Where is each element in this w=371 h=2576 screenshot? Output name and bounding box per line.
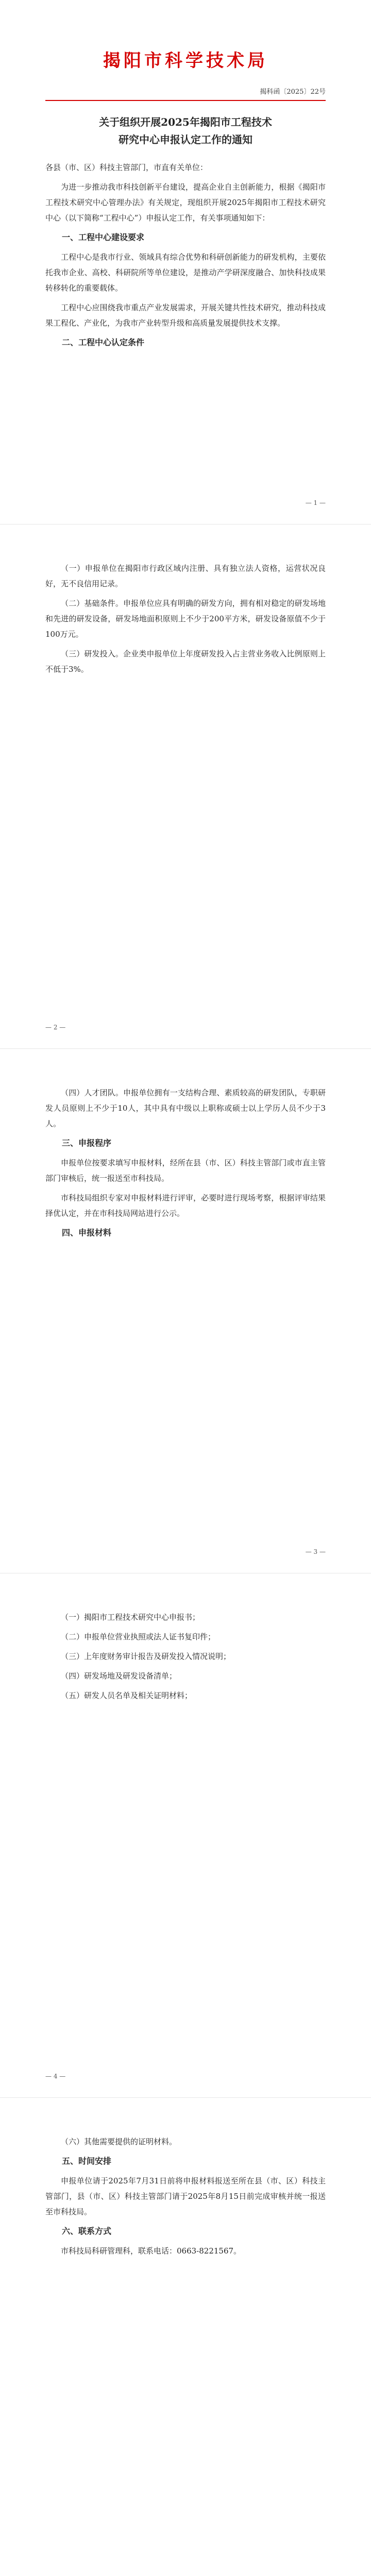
material-item: （六）其他需要提供的证明材料。 [61,2137,177,2146]
criteria-item: （二）基础条件。申报单位应具有明确的研发方向，拥有相对稳定的研发场地和先进的研发设备，研发场地面积原则上不少于200平方米，研发设备原值不少于100万元。 [45,599,326,639]
notice-title-line-1: 关于组织开展2025年揭阳市工程技术 [99,116,272,128]
section-3-paragraph-1: 申报单位按要求填写申报材料，经所在县（市、区）科技主管部门或市直主管部门审核后，统一报送至市科技局。 [45,1158,326,1183]
section-6-paragraph: 市科技局科研管理科，联系电话：0663-8221567。 [61,2246,242,2256]
red-divider [45,100,326,101]
material-item: （二）申报单位营业执照或法人证书复印件； [61,1632,216,1641]
notice-title-line-2: 研究中心申报认定工作的通知 [119,133,252,146]
section-6-heading: 六、联系方式 [62,2226,112,2236]
section-4-heading: 四、申报材料 [62,1228,112,1238]
page-number: — 1 — [305,499,326,506]
material-item: （五）研发人员名单及相关证明材料； [61,1691,193,1700]
section-3-heading: 三、申报程序 [62,1138,112,1148]
notice-title [45,113,326,148]
section-1-paragraph-1: 工程中心是我市行业、领域具有综合优势和科研创新能力的研发机构，主要依托我市企业、高校、科研院所等单位建设，是推动产学研深度融合、加快科技成果转移转化的重要载体。 [45,252,326,293]
criteria-item: （一）申报单位在揭阳市行政区域内注册、具有独立法人资格，运营状况良好，无不良信用记录。 [45,564,326,588]
material-item: （三）上年度财务审计报告及研发投入情况说明； [61,1652,231,1661]
section-2-heading: 二、工程中心认定条件 [62,337,145,347]
intro-paragraph: 为进一步推动我市科技创新平台建设，提高企业自主创新能力，根据《揭阳市工程技术研究中心管理办法》有关规定，现组织开展2025年揭阳市工程技术研究中心（以下简称“工程中心”）申报认定工作，有关事项通知如下： [45,182,326,223]
criteria-item: （三）研发投入。企业类申报单位上年度研发投入占主营业务收入比例原则上不低于3%。 [45,649,326,674]
page-number: — 3 — [305,1548,326,1555]
page-number: — 2 — [45,1024,66,1031]
section-3-paragraph-2: 市科技局组织专家对申报材料进行评审，必要时进行现场考察，根据评审结果择优认定，并在市科技局网站进行公示。 [45,1193,326,1218]
document-number: 揭科函〔2025〕22号 [260,88,326,96]
salutation: 各县（市、区）科技主管部门，市直有关单位： [45,163,208,172]
page-3 [0,1049,371,1573]
section-1-paragraph-2: 工程中心应围绕我市重点产业发展需求，开展关键共性技术研究，推动科技成果工程化、产业化，为我市产业转型升级和高质量发展提供技术支撑。 [45,303,326,328]
material-item: （一）揭阳市工程技术研究中心申报书； [61,1613,200,1622]
section-1-heading: 一、工程中心建设要求 [62,232,145,242]
section-5-heading: 五、时间安排 [62,2156,112,2166]
org-header: 揭阳市科学技术局 [103,50,268,71]
page-number: — 4 — [45,2073,66,2080]
section-5-paragraph: 申报单位请于2025年7月31日前将申报材料报送至所在县（市、区）科技主管部门，县（市、区）科技主管部门请于2025年8月15日前完成审核并统一报送至市科技局。 [45,2176,326,2216]
criteria-item: （四）人才团队。申报单位拥有一支结构合理、素质较高的研发团队，专职研发人员原则上不少于10人，其中具有中级以上职称或硕士以上学历人员不少于3人。 [45,1088,326,1128]
page-4 [0,1573,371,2098]
material-item: （四）研发场地及研发设备清单； [61,1671,177,1681]
page-1 [0,0,371,524]
page-2 [0,524,371,1049]
page-5 [0,2098,371,2576]
